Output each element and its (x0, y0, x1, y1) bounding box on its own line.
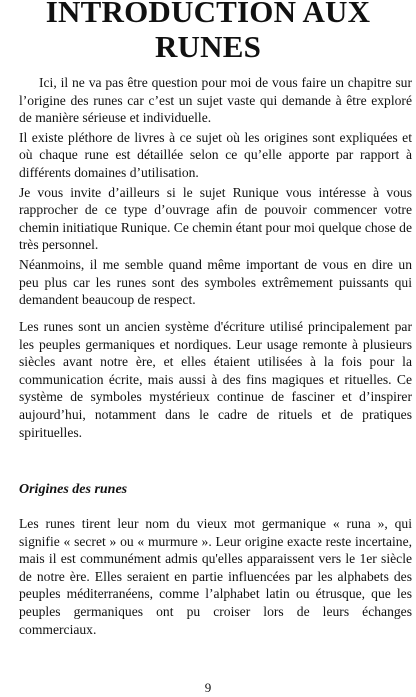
intro-paragraph-2: Il existe pléthore de livres à ce sujet où les origines sont expliquées et où chaque rune est détaillée selon ce qu’elle apporte par rapport à différents domaines d’utilisation. (19, 129, 412, 180)
page-number: 9 (204, 680, 212, 695)
page-title-line-2: RUNES (154, 29, 262, 64)
runes-description-section (19, 318, 412, 443)
runes-description-paragraph: Les runes sont un ancien système d'écriture utilisé principalement par les peuples germaniques et nordiques. Leur usage remonte à plusieurs siècles avant notre ère, et elles étaient utilisées à la fois pour la communication écrite, mais aussi à des fins magiques et rituelles. Ce système de symboles mystérieux continue de fasciner et d’inspirer aujourd’hui, notamment dans le cadre de rituels et de pratiques spirituelles. (19, 319, 412, 440)
origins-paragraph: Les runes tirent leur nom du vieux mot germanique « runa », qui signifie « secret » ou « murmure ». Leur origine exacte reste incertaine, mais il est communément admis qu'elles apparaissent vers le 1er siècle de notre ère. Elles seraient en partie influencées par les alphabets des peuples méditerranéens, comme l’alphabet latin ou étrusque, que les peuples germaniques ont pu croiser lors de leurs échanges commerciaux. (19, 516, 412, 637)
origins-heading: Origines des runes (19, 482, 128, 497)
intro-paragraph-3: Je vous invite d’ailleurs si le sujet Runique vous intéresse à vous rapprocher de ce type d’ouvrage afin de pouvoir commencer votre chemin initiatique Runique. Ce chemin étant pour moi quelque chose de très personnel. (19, 184, 412, 253)
intro-paragraph-1: Ici, il ne va pas être question pour moi de vous faire un chapitre sur l’origine des runes car c’est un sujet vaste qui demande à être exploré de manière sérieuse et individuelle. (19, 75, 412, 126)
intro-section (19, 74, 412, 311)
origins-section (19, 515, 412, 640)
intro-paragraph-4: Néanmoins, il me semble quand même important de vous en dire un peu plus car les runes sont des symboles extrêmement puissants qui demandent beaucoup de respect. (19, 256, 412, 308)
page-title (0, 0, 416, 64)
page-title-line-1: INTRODUCTION AUX (45, 0, 371, 29)
